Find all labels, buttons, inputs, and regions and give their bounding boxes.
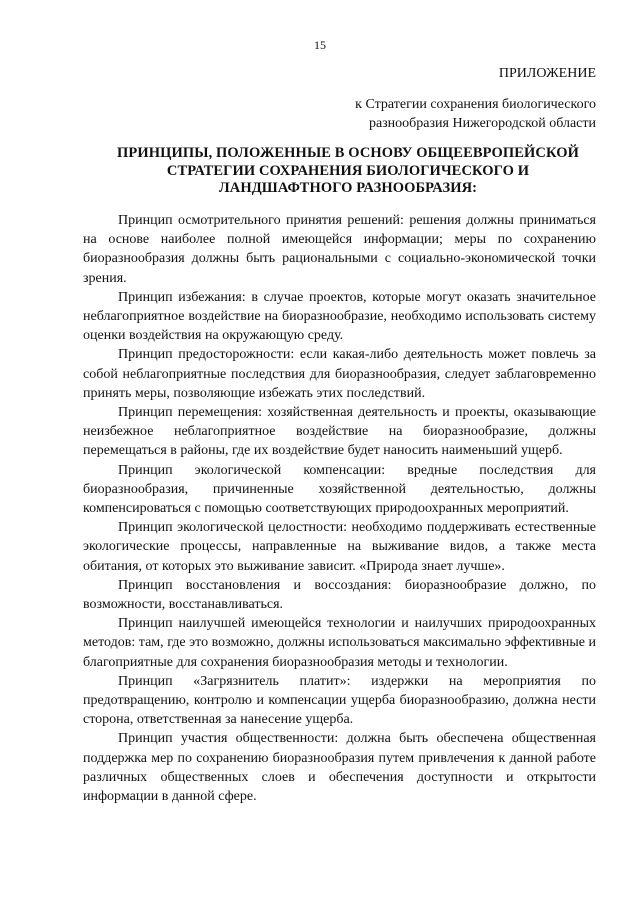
principle-paragraph: Принцип осмотрительного принятия решений: решения должны приниматься на основе наиболее полной имеющейся информации; меры по сохранению биоразнообразия должны быть рациональными с социально-экономической точки зрения. — [83, 213, 596, 286]
appendix-line-2: разнообразия Нижегородской области — [368, 116, 596, 131]
principle-paragraph: Принцип экологической целостности: необходимо поддерживать естественные экологические процессы, направленные на выживание видов, а также места обитания, от которых это выживание зависит. «Природа знает лучше». — [83, 520, 596, 574]
principle-paragraph: Принцип перемещения: хозяйственная деятельность и проекты, оказывающие неизбежное неблагоприятное воздействие на биоразнообразие, должны перемещаться в районы, где их воздействие будет наносить наименьший ущерб. — [83, 405, 596, 459]
appendix-header — [276, 64, 596, 133]
appendix-line-1: к Стратегии сохранения биологического — [355, 97, 596, 112]
principle-paragraph: Принцип избежания: в случае проектов, которые могут оказать значительное неблагоприятное воздействие на биоразнообразие, необходимо использовать систему оценки воздействия на окружающую среду. — [83, 289, 596, 344]
title-line-2: СТРАТЕГИИ СОХРАНЕНИЯ БИОЛОГИЧЕСКОГО И — [166, 162, 530, 179]
principle-paragraph: Принцип восстановления и воссоздания: биоразнообразие должно, по возможности, восстанавливаться. — [83, 577, 596, 613]
title-line-3: ЛАНДШАФТНОГО РАЗНООБРАЗИЯ: — [218, 180, 478, 196]
principle-paragraph: Принцип «Загрязнитель платит»: издержки на мероприятия по предотвращению, контролю и компенсации ущерба биоразнообразию, должна нести сторона, ответственная за нанесение ущерба. — [83, 673, 596, 728]
principle-paragraph: Принцип экологической компенсации: вредные последствия для биоразнообразия, причиненные хозяйственной деятельностью, должны компенсироваться с помощью соответствующих природоохранных мероприятий. — [83, 462, 596, 517]
document-title — [88, 145, 608, 198]
principle-paragraph: Принцип наилучшей имеющейся технологии и наилучших природоохранных методов: там, где это возможно, должны использоваться максимально эффективные и благоприятные для сохранения биоразнообразия методы и технологии. — [83, 616, 596, 670]
principle-paragraph: Принцип предосторожности: если какая-либо деятельность может повлечь за собой неблагоприятные последствия для биоразнообразия, следует заблаговременно принять меры, позволяющие избежать этих последствий. — [83, 347, 596, 401]
principle-paragraph: Принцип участия общественности: должна быть обеспечена общественная поддержка мер по сохранению биоразнообразия путем привлечения к данной работе различных общественных слоев и обеспечения доступности и открытости информации в данной сфере. — [83, 731, 596, 805]
title-line-1: ПРИНЦИПЫ, ПОЛОЖЕННЫЕ В ОСНОВУ ОБЩЕЕВРОПЕЙСКОЙ — [117, 145, 579, 161]
page-number: 15 — [314, 38, 326, 52]
appendix-label: ПРИЛОЖЕНИЕ — [498, 66, 596, 81]
document-body — [83, 211, 596, 806]
